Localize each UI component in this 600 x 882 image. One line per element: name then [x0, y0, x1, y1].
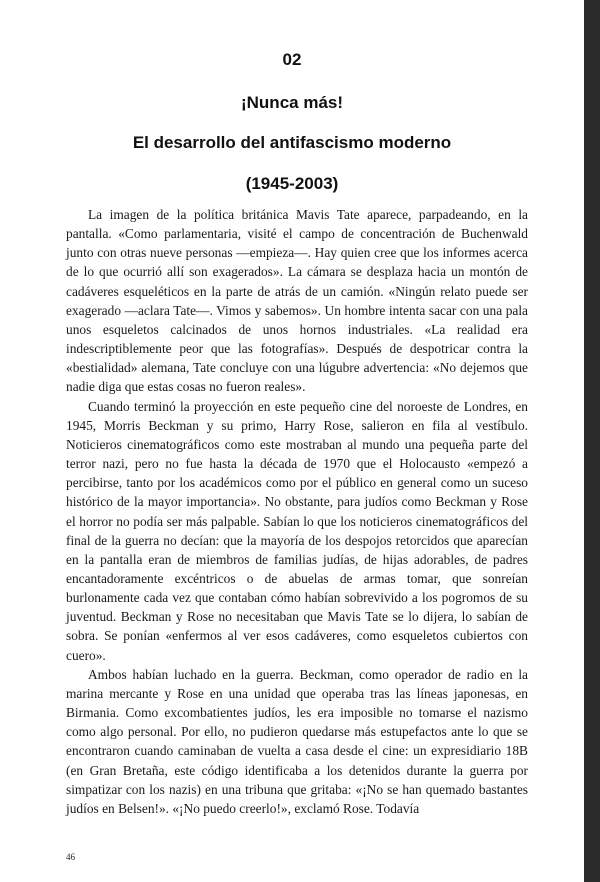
paragraph: La imagen de la política británica Mavis Tate aparece, parpadeando, en la pantalla. «Como parlamentaria, visité el campo de concentración de Buchenwald junto con otras nueve personas —empieza—. Hay quien cree que los informes acerca de lo que ocurrió allí son exagerados». La cámara se desplaza hacia un montón de cadáveres esqueléticos en la parte de atrás de un camión. «Ningún relato puede ser exagerado —aclara Tate—. Vimos y sabemos». Un hombre intenta sacar con una pala unos esqueletos calcinados de unos hornos industriales. «La realidad era indescriptiblemente peor que las fotografías». Después de despotricar contra la «bestialidad» alemana, Tate concluye con una lúgubre advertencia: «No dejemos que nadie diga que estas cosas no fueron reales». [66, 207, 528, 395]
chapter-title: ¡Nunca más! [240, 93, 344, 112]
page-edge [584, 0, 600, 882]
body-text [66, 205, 528, 818]
page-number: 46 [66, 852, 75, 862]
paragraph: Ambos habían luchado en la guerra. Beckman, como operador de radio en la marina mercante y Rose en una unidad que operaba tras las líneas japonesas, en Birmania. Como excombatientes judíos, les era imposible no tomarse el nazismo como algo personal. Por ello, no pudieron quedarse más estupefactos ante lo que se encontraron cuando caminaban de vuelta a casa desde el cine: un expresidiario 18B (en Gran Bretaña, este código identificaba a los detenidos durante la guerra por simpatizar con los nazis) en una tribuna que gritaba: «¡No se han quemado bastantes judíos en Belsen!». «¡No puedo creerlo!», exclamó Rose. Todavía [66, 666, 528, 816]
chapter-number: 02 [282, 50, 302, 69]
paragraph: Cuando terminó la proyección en este pequeño cine del noroeste de Londres, en 1945, Morris Beckman y su primo, Harry Rose, salieron en fila al vestíbulo. Noticieros cinematográficos como este mostraban al mundo una pequeña parte del terror nazi, pero no fue hasta la década de 1970 que el Holocausto «empezó a percibirse, tanto por los académicos como por el público en general como un suceso histórico de la mayor importancia». No obstante, para judíos como Beckman y Rose el horror no podía ser más palpable. Sabían lo que los noticieros cinematográficos del final de la guerra no decían: que la mayoría de los despojos retorcidos que aparecían en la pantalla eran de miembros de familias judías, de hijas adorables, de padres encantadoramente excéntricos o de abuelas de armas tomar, que sonreían burlonamente cada vez que contaban cómo habían sobrevivido a los pogromos de su juventud. Beckman y Rose no necesitaban que Mavis Tate se lo dijera, lo sabían de sobra. Se ponían «enfermos al ver esos cadáveres, como esqueletos cubiertos con cuero». [66, 398, 528, 663]
chapter-subtitle: El desarrollo del antifascismo moderno [132, 133, 452, 152]
chapter-years: (1945-2003) [245, 174, 339, 193]
